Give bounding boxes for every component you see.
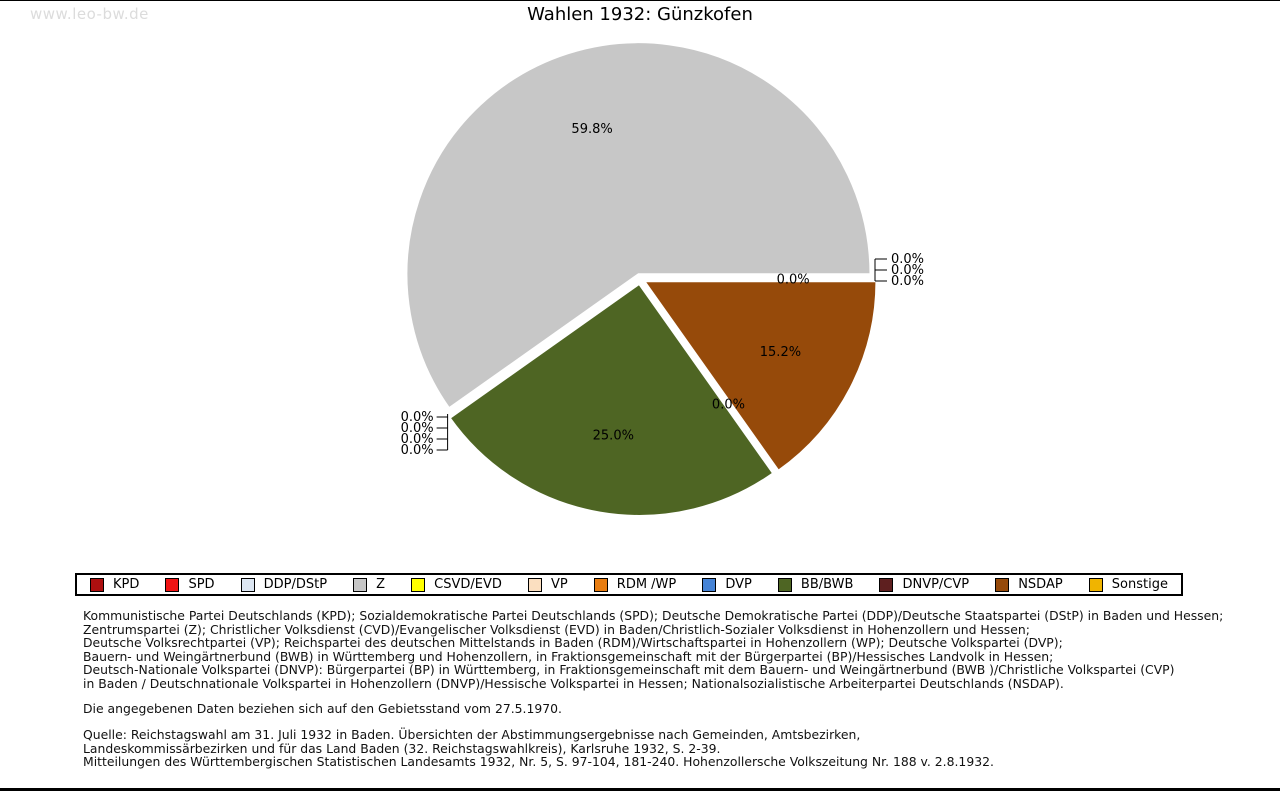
party-explanation bbox=[83, 609, 1223, 690]
legend-item-vp bbox=[528, 577, 568, 592]
pie-percentage-label: 0.0% bbox=[891, 263, 925, 278]
legend-swatch-dnvp-cvp bbox=[879, 578, 893, 592]
legend-swatch-csvd-evd bbox=[411, 578, 425, 592]
legend-swatch-dvp bbox=[702, 578, 716, 592]
legend-label: Z bbox=[376, 577, 386, 592]
pie-percentage-label: 0.0% bbox=[711, 397, 745, 413]
legend-item-bb-bwb bbox=[778, 577, 853, 592]
legend-label: SPD bbox=[188, 577, 215, 592]
legend-label: CSVD/EVD bbox=[434, 577, 502, 592]
legend-label: VP bbox=[550, 577, 568, 592]
pie-percentage-label: 15.2% bbox=[759, 345, 802, 361]
pie-percentage-label: 0.0% bbox=[400, 431, 434, 447]
legend-item-z bbox=[353, 577, 385, 592]
text-line: Mitteilungen des Württembergischen Statistischen Landesamts 1932, Nr. 5, S. 97-104, 181-240. Hohenzollersche Volkszeitung Nr. 188 v. 2.8.1932. bbox=[83, 754, 994, 769]
text-line: Deutsch-Nationale Volkspartei (DNVP): Bürgerpartei (BP) in Württemberg, in Fraktionsgemeinschaft mit dem Bauern- und Weingärtnerbund (BWB )/Christliche Volkspartei (CVP) bbox=[83, 662, 1175, 677]
pie-percentage-label: 0.0% bbox=[891, 252, 925, 267]
legend-swatch-sonstige bbox=[1089, 578, 1103, 592]
text-line: Bauern- und Weingärtnerbund (BWB) in Württemberg und Hohenzollern, in Fraktionsgemeinschaft mit der Bürgerpartei (BP)/Hessisches Landvolk in Hessen; bbox=[83, 648, 1054, 664]
pie-percentage-label: 0.0% bbox=[891, 274, 925, 289]
legend-item-ddp-dstp bbox=[241, 577, 327, 592]
pie-percentage-label: 0.0% bbox=[400, 420, 434, 436]
legend-swatch-bb-bwb bbox=[778, 578, 792, 592]
legend-item-dnvp-cvp bbox=[879, 577, 969, 592]
legend-label: NSDAP bbox=[1018, 577, 1063, 592]
text-line: Kommunistische Partei Deutschlands (KPD); Sozialdemokratische Partei Deutschlands (SPD); Deutsche Demokratische Partei (DDP)/Deutsche Staatspartei (DStP) in Baden und Hessen; bbox=[83, 608, 1224, 623]
legend-item-spd bbox=[165, 577, 214, 592]
text-line: in Baden / Deutschnationale Volkspartei in Hohenzollern (DNVP)/Hessische Volkspartei in Hessen; Nationalsozialistische Arbeiterpartei Deutschlands (NSDAP). bbox=[83, 675, 1064, 691]
legend-label: Sonstige bbox=[1111, 577, 1168, 592]
pie-percentage-label: 59.8% bbox=[571, 121, 613, 137]
legend-label: KPD bbox=[113, 577, 140, 592]
legend-label: DVP bbox=[725, 577, 752, 592]
legend-item-dvp bbox=[702, 577, 752, 592]
pie-percentage-label: 0.0% bbox=[776, 272, 810, 288]
text-line: Deutsche Volksrechtpartei (VP); Reichspartei des deutschen Mittelstands in Baden (RDM)/Wirtschaftspartei in Hohenzollern (WP); Deutsche Volkspartei (DVP); bbox=[83, 635, 1063, 650]
legend-swatch-kpd bbox=[90, 578, 104, 592]
pie-percentage-label: 0.0% bbox=[400, 409, 434, 425]
chart-title: Wahlen 1932: Günzkofen bbox=[527, 4, 753, 25]
legend bbox=[75, 573, 1183, 596]
legend-swatch-spd bbox=[165, 578, 179, 592]
text-line: Quelle: Reichstagswahl am 31. Juli 1932 in Baden. Übersichten der Abstimmungsergebnisse nach Gemeinden, Amtsbezirken, bbox=[83, 727, 861, 742]
legend-item-sonstige bbox=[1089, 577, 1168, 592]
legend-label: DNVP/CVP bbox=[902, 577, 970, 592]
legend-item-csvd-evd bbox=[411, 577, 502, 592]
source-citation bbox=[83, 728, 994, 769]
text-line: Zentrumspartei (Z); Christlicher Volksdienst (CVD)/Evangelischer Volksdienst (EVD) in Baden/Christlich-Sozialer Volksdienst in Hohenzollern und Hessen; bbox=[83, 621, 1030, 637]
territory-note: Die angegebenen Daten beziehen sich auf den Gebietsstand vom 27.5.1970. bbox=[83, 701, 562, 716]
legend-swatch-z bbox=[353, 578, 367, 592]
legend-swatch-rdm-wp bbox=[594, 578, 608, 592]
legend-item-kpd bbox=[90, 577, 139, 592]
legend-swatch-ddp-dstp bbox=[241, 578, 255, 592]
legend-swatch-vp bbox=[528, 578, 542, 592]
legend-label: BB/BWB bbox=[800, 577, 854, 592]
pie-percentage-label: 0.0% bbox=[400, 442, 434, 458]
legend-label: RDM /WP bbox=[616, 577, 677, 592]
legend-swatch-nsdap bbox=[995, 578, 1009, 592]
text-line: Landeskommissärbezirken und für das Land Baden (32. Reichstagswahlkreis), Karlsruhe 1932, S. 2-39. bbox=[83, 740, 721, 756]
pie-percentage-label: 25.0% bbox=[592, 428, 634, 444]
site-watermark: www.leo-bw.de bbox=[30, 5, 149, 23]
legend-item-rdm-wp bbox=[594, 577, 676, 592]
legend-item-nsdap bbox=[995, 577, 1063, 592]
legend-label: DDP/DStP bbox=[263, 577, 328, 592]
